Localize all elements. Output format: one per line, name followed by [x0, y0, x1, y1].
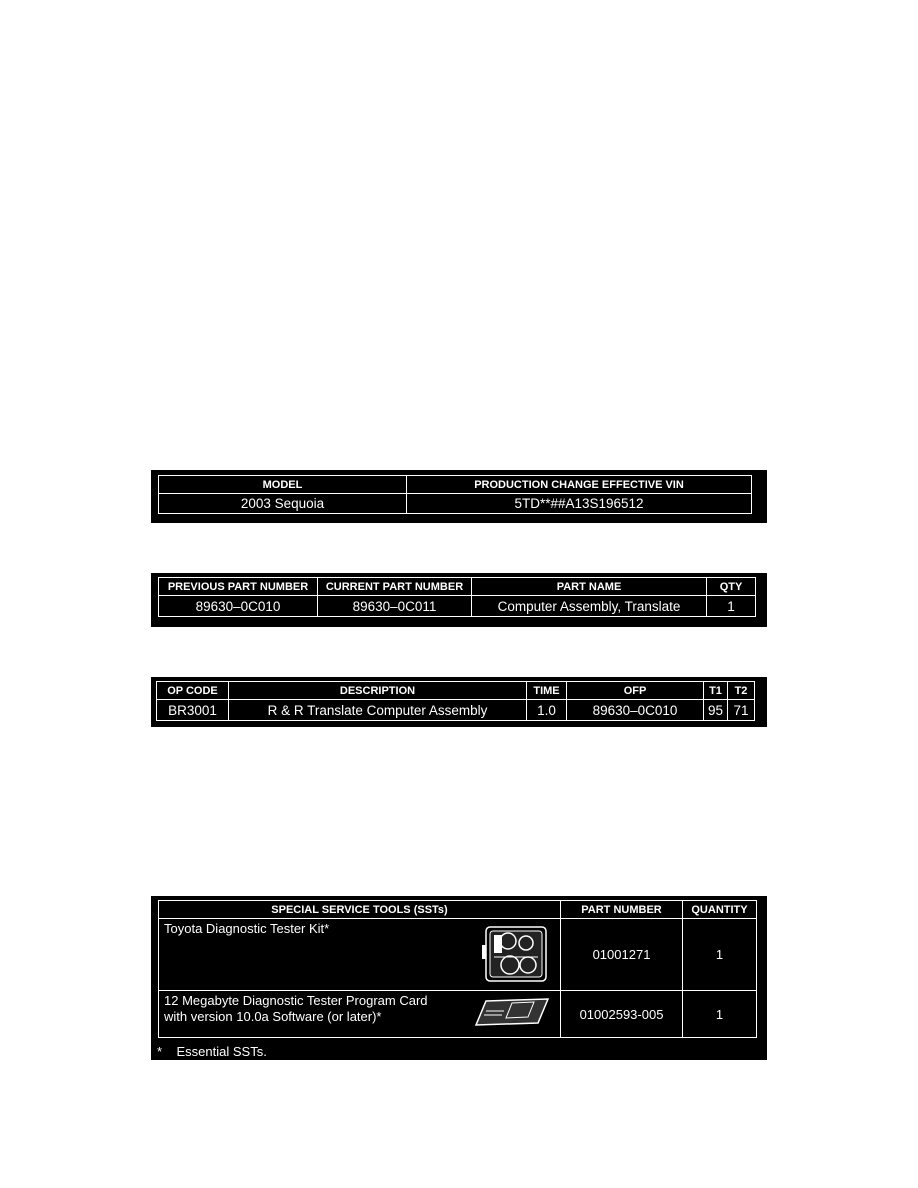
footnote-mark: * [157, 1044, 163, 1059]
part-name-cell: Computer Assembly, Translate [472, 596, 707, 617]
table-header-row [157, 682, 755, 700]
t2-cell: 71 [728, 700, 755, 721]
column-header: PART NAME [472, 578, 707, 596]
current-part-number-cell: 89630–0C011 [318, 596, 472, 617]
opcode-panel [151, 677, 767, 727]
model-cell: 2003 Sequoia [159, 494, 407, 514]
column-header: PART NUMBER [561, 901, 683, 919]
footnote-text: Essential SSTs. [176, 1044, 267, 1059]
model-vin-panel [151, 470, 767, 523]
sst-table [158, 900, 757, 1038]
t1-cell: 95 [704, 700, 728, 721]
model-vin-table [158, 475, 752, 514]
footnote [157, 1044, 267, 1059]
table-header-row [159, 901, 757, 919]
tool-name-line2: with version 10.0a Software (or later)* [164, 1009, 382, 1024]
column-header: T2 [728, 682, 755, 700]
part-number-cell: 01002593-005 [561, 991, 683, 1038]
tool-name: Toyota Diagnostic Tester Kit* [164, 921, 330, 936]
quantity-cell: 1 [683, 919, 757, 991]
quantity-cell: 1 [683, 991, 757, 1038]
vin-cell: 5TD**##A13S196512 [407, 494, 752, 514]
table-row [159, 919, 757, 991]
table-row [159, 494, 752, 514]
column-header: SPECIAL SERVICE TOOLS (SSTs) [159, 901, 561, 919]
table-row [159, 991, 757, 1038]
sst-panel [151, 896, 767, 1060]
time-cell: 1.0 [527, 700, 567, 721]
column-header: QTY [707, 578, 756, 596]
table-header-row [159, 578, 756, 596]
column-header: OFP [567, 682, 704, 700]
column-header: QUANTITY [683, 901, 757, 919]
table-header-row [159, 476, 752, 494]
tester-kit-icon [480, 923, 552, 985]
opcode-table [156, 681, 755, 721]
previous-part-number-cell: 89630–0C010 [159, 596, 318, 617]
column-header: DESCRIPTION [229, 682, 527, 700]
op-code-cell: BR3001 [157, 700, 229, 721]
tool-name-cell [159, 919, 561, 991]
table-row [159, 596, 756, 617]
column-header: TIME [527, 682, 567, 700]
qty-cell: 1 [707, 596, 756, 617]
part-number-cell: 01001271 [561, 919, 683, 991]
column-header: T1 [704, 682, 728, 700]
tool-name: 12 Megabyte Diagnostic Tester Program Card [164, 993, 428, 1008]
description-cell: R & R Translate Computer Assembly [229, 700, 527, 721]
column-header: PRODUCTION CHANGE EFFECTIVE VIN [407, 476, 752, 494]
parts-table [158, 577, 756, 617]
table-row [157, 700, 755, 721]
ofp-cell: 89630–0C010 [567, 700, 704, 721]
column-header: OP CODE [157, 682, 229, 700]
program-card-icon [472, 997, 552, 1027]
tool-name-cell [159, 991, 561, 1038]
parts-panel [151, 573, 767, 627]
column-header: CURRENT PART NUMBER [318, 578, 472, 596]
column-header: PREVIOUS PART NUMBER [159, 578, 318, 596]
column-header: MODEL [159, 476, 407, 494]
